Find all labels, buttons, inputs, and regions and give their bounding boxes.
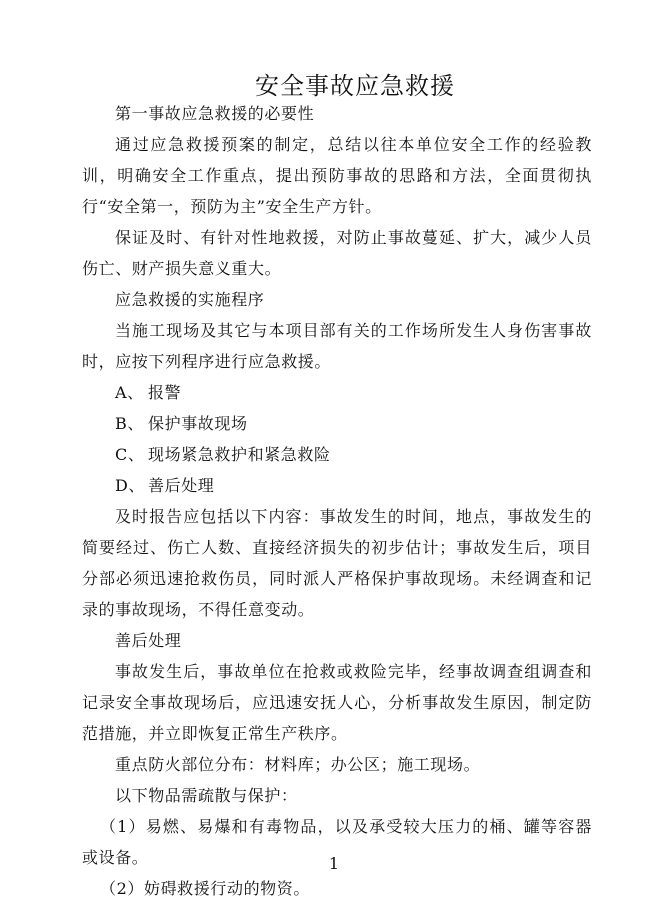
procedure-step-text: 善后处理 <box>148 476 215 495</box>
paragraph-procedure-intro: 当施工现场及其它与本项目部有关的工作场所发生人身伤害事故时，应按下列程序进行应急救援。 <box>82 321 592 371</box>
procedure-step-label: A、 <box>115 383 144 402</box>
paragraph-aftermath: 事故发生后，事故单位在抢救或救险完毕，经事故调查组调查和记录安全事故现场后，应迅速安抚人心，分析事故发生原因，制定防范措施，并立即恢复正常生产秩序。 <box>82 662 592 743</box>
section-heading-necessity: 第一事故应急救援的必要性 <box>115 104 315 123</box>
procedure-step <box>82 408 592 439</box>
evacuation-item: （1）易燃、易爆和有毒物品，以及承受较大压力的桶、罐等容器或设备。 <box>82 817 592 867</box>
procedure-step-label: B、 <box>115 414 144 433</box>
paragraph-evacuation-intro: 以下物品需疏散与保护： <box>115 786 298 805</box>
paragraph-fire-locations: 重点防火部位分布：材料库；办公区；施工现场。 <box>115 755 481 774</box>
procedure-step-text: 报警 <box>148 383 182 402</box>
procedure-step-text: 保护事故现场 <box>148 414 248 433</box>
procedure-step-label: C、 <box>115 445 145 464</box>
paragraph-rescue-importance: 保证及时、有针对性地救援，对防止事故蔓延、扩大，减少人员伤亡、财产损失意义重大。 <box>82 228 592 278</box>
procedure-step <box>82 439 592 470</box>
document-title: 安全事故应急救援 <box>255 72 455 100</box>
paragraph-report-content: 及时报告应包括以下内容：事故发生的时间，地点，事故发生的简要经过、伤亡人数、直接经济损失的初步估计；事故发生后，项目分部必须迅速抢救伤员，同时派人严格保护事故现场。未经调查和记录的事故现场，不得任意变动。 <box>82 507 592 619</box>
procedure-step <box>82 377 592 408</box>
procedure-step-text: 现场紧急救护和紧急救险 <box>148 445 331 464</box>
paragraph-plan-purpose: 通过应急救援预案的制定，总结以往本单位安全工作的经验教训，明确安全工作重点，提出预防事故的思路和方法，全面贯彻执行“安全第一，预防为主”安全生产方针。 <box>82 135 592 216</box>
section-heading-aftermath: 善后处理 <box>115 631 182 650</box>
document-body <box>82 98 592 904</box>
section-heading-procedure: 应急救援的实施程序 <box>115 290 265 309</box>
procedure-step <box>82 470 592 501</box>
evacuation-item: （2）妨碍救援行动的物资。 <box>100 879 310 898</box>
page-number: 1 <box>328 854 340 873</box>
procedure-step-label: D、 <box>115 476 146 495</box>
